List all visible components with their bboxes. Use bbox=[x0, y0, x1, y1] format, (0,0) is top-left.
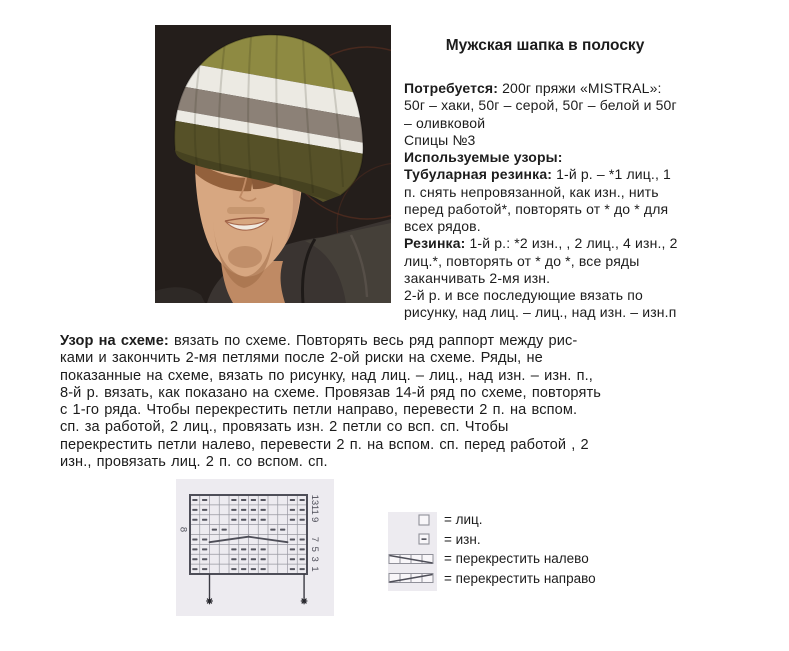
materials-and-patterns-text bbox=[404, 80, 774, 322]
text-line: рисунку, над лиц. – лиц., над изн. – изн.п bbox=[404, 304, 677, 321]
legend-rows bbox=[388, 510, 728, 588]
text-line: п. снять непровязанной, как изн., нить bbox=[404, 183, 659, 200]
purl-dash bbox=[192, 519, 197, 521]
photo-man-in-striped-hat bbox=[155, 25, 391, 303]
text-line: – оливковой bbox=[404, 114, 486, 131]
purl-dash bbox=[270, 529, 275, 531]
text-line: изн., провязать лиц. 2 п. со вспом. сп. bbox=[60, 454, 328, 471]
scheme-instructions-text bbox=[60, 333, 775, 471]
purl-dash bbox=[231, 558, 236, 560]
bold-lead: Используемые узоры: bbox=[404, 149, 563, 165]
purl-dash bbox=[290, 519, 295, 521]
purl-dash bbox=[290, 558, 295, 560]
text-line: сп. за работой, 2 лиц., провязать изн. 2 петли со всп. сп. Чтобы bbox=[60, 419, 509, 436]
purl-dash bbox=[251, 568, 256, 570]
purl-dash bbox=[192, 568, 197, 570]
chart-legend bbox=[388, 510, 728, 588]
text-line: Узор на схеме: вязать по схеме. Повторять весь ряд раппорт между рис- bbox=[60, 333, 578, 349]
knitting-chart-grid bbox=[176, 479, 334, 616]
purl-dash bbox=[192, 538, 197, 540]
legend-label: = перекрестить направо bbox=[444, 570, 596, 586]
purl-dash bbox=[192, 558, 197, 560]
purl-dash bbox=[261, 519, 266, 521]
text-line: Тубуларная резинка: 1-й р. – *1 лиц., 1 bbox=[404, 166, 671, 183]
knit-cell-icon bbox=[388, 513, 434, 527]
purl-dash bbox=[192, 548, 197, 550]
purl-dash bbox=[261, 558, 266, 560]
purl-dash bbox=[300, 538, 305, 540]
text-line: перед работой*, повторять от * до * для bbox=[404, 200, 669, 217]
purl-dash bbox=[300, 519, 305, 521]
page-title: Мужская шапка в полоску bbox=[445, 37, 645, 54]
purl-dash bbox=[231, 548, 236, 550]
text-line: Резинка: 1-й р.: *2 изн., , 2 лиц., 4 изн., 2 bbox=[404, 235, 678, 252]
legend-item bbox=[388, 530, 728, 550]
purl-dash bbox=[241, 548, 246, 550]
purl-dash bbox=[202, 558, 207, 560]
row-number: 7 bbox=[309, 536, 320, 543]
bold-lead: Потребуется: bbox=[404, 80, 499, 96]
text-line: ками и закончить 2-мя петлями после 2-ой риски на схеме. Ряды, не bbox=[60, 350, 543, 367]
purl-dash bbox=[202, 499, 207, 501]
text-line: 50г – хаки, 50г – серой, 50г – белой и 50г bbox=[404, 97, 677, 114]
repeat-mark-star bbox=[208, 599, 211, 602]
bold-lead: Резинка: bbox=[404, 235, 466, 252]
purl-dash bbox=[251, 499, 256, 501]
bold-lead: Узор на схеме: bbox=[60, 333, 169, 349]
purl-dash bbox=[192, 499, 197, 501]
row-number: 3 bbox=[309, 556, 320, 562]
purl-dash bbox=[241, 509, 246, 511]
purl-dash bbox=[290, 509, 295, 511]
purl-dash bbox=[212, 529, 217, 531]
legend-label: = перекрестить налево bbox=[444, 551, 589, 567]
row-number: 1 bbox=[309, 566, 320, 572]
legend-item bbox=[388, 569, 728, 589]
purl-dash bbox=[251, 548, 256, 550]
purl-dash bbox=[261, 568, 266, 570]
purl-dash bbox=[261, 499, 266, 501]
purl-dash bbox=[241, 568, 246, 570]
text-line: с 1-го ряда. Чтобы перекрестить петли направо, перевести 2 п. на вспом. bbox=[60, 402, 578, 419]
purl-dash bbox=[202, 519, 207, 521]
purl-dash bbox=[231, 499, 236, 501]
text-line bbox=[404, 149, 774, 166]
purl-cell-icon bbox=[388, 532, 434, 546]
legend-item bbox=[388, 510, 728, 530]
bold-lead: Тубуларная резинка: bbox=[404, 166, 553, 183]
purl-dash bbox=[241, 519, 246, 521]
text-line: заканчивать 2-мя изн. bbox=[404, 269, 551, 286]
text-line: показанные на схеме, вязать по рисунку, над лиц. – лиц., над изн. – изн. п., bbox=[60, 367, 593, 384]
purl-dash bbox=[300, 568, 305, 570]
purl-dash bbox=[241, 558, 246, 560]
purl-dash bbox=[202, 548, 207, 550]
knitting-chart bbox=[176, 479, 334, 616]
text-line: Потребуется: 200г пряжи «MISTRAL»: bbox=[404, 80, 662, 96]
text-line: лиц.*, повторять от * до *, все ряды bbox=[404, 252, 640, 269]
purl-dash bbox=[251, 519, 256, 521]
legend-label: = изн. bbox=[444, 531, 481, 547]
purl-dash bbox=[290, 568, 295, 570]
purl-dash bbox=[202, 509, 207, 511]
text-line: 8-й р. вязать, как показано на схеме. Провязав 14-й ряд по схеме, повторять bbox=[60, 384, 601, 401]
purl-dash bbox=[241, 499, 246, 501]
purl-dash bbox=[202, 538, 207, 540]
repeat-mark-star bbox=[302, 599, 305, 602]
legend-item bbox=[388, 549, 728, 569]
purl-dash bbox=[202, 568, 207, 570]
row-number: 9 bbox=[309, 517, 320, 523]
purl-dash bbox=[231, 519, 236, 521]
cross-left-icon bbox=[388, 552, 434, 566]
row-number: 8 bbox=[177, 526, 189, 533]
purl-dash bbox=[231, 568, 236, 570]
purl-dash bbox=[251, 509, 256, 511]
cross-right-icon bbox=[388, 571, 434, 585]
purl-dash bbox=[300, 509, 305, 511]
text-line: всех рядов. bbox=[404, 218, 481, 234]
purl-dash bbox=[290, 499, 295, 501]
purl-dash bbox=[261, 509, 266, 511]
purl-dash bbox=[231, 509, 236, 511]
purl-dash bbox=[290, 548, 295, 550]
purl-dash bbox=[300, 499, 305, 501]
purl-dash bbox=[261, 548, 266, 550]
text-line: перекрестить петли налево, перевести 2 п. на вспом. сп. перед работой , 2 bbox=[60, 436, 589, 453]
purl-dash bbox=[300, 558, 305, 560]
text-line: 2-й р. и все последующие вязать по bbox=[404, 287, 643, 303]
purl-dash bbox=[300, 548, 305, 550]
legend-label: = лиц. bbox=[444, 512, 483, 528]
row-number: 11 bbox=[309, 504, 320, 515]
purl-dash bbox=[290, 538, 295, 540]
purl-dash bbox=[251, 558, 256, 560]
row-number: 13 bbox=[309, 494, 320, 506]
purl-dash bbox=[222, 529, 227, 531]
purl-dash bbox=[280, 529, 285, 531]
purl-dash bbox=[192, 509, 197, 511]
row-number: 5 bbox=[309, 546, 320, 552]
text-line: Спицы №3 bbox=[404, 131, 476, 148]
